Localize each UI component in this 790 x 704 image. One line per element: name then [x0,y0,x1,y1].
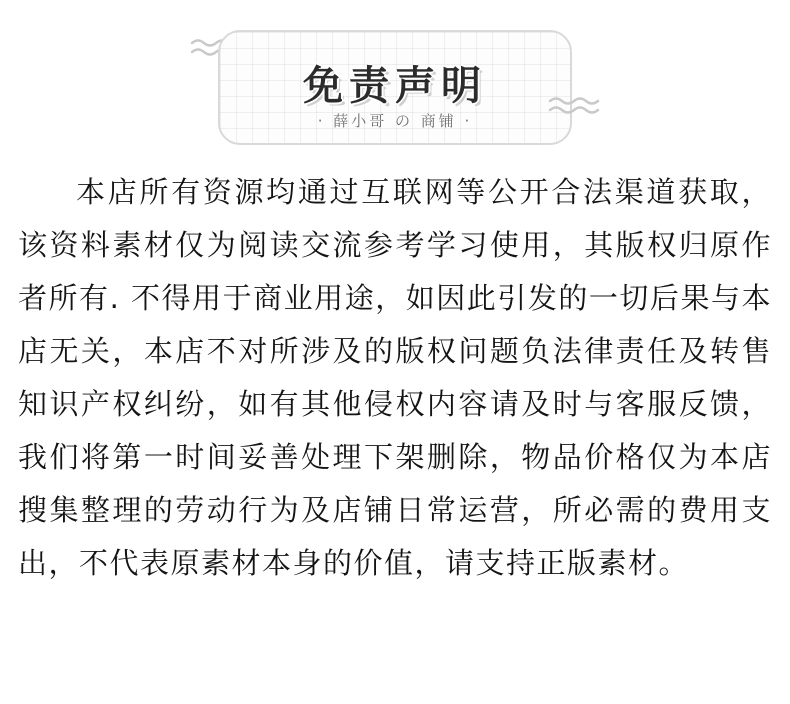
page-title: 免责声明 [303,63,487,109]
disclaimer-paragraph: 本店所有资源均通过互联网等公开合法渠道获取，该资料素材仅为阅读交流参考学习使用，其版权归原作者所有. 不得用于商业用途，如因此引发的一切后果与本店无关，本店不对所涉及的版权问题负法律责任及转售知识产权纠纷，如有其他侵权内容请及时与客服反馈，我们将第一时间妥善处理下架删除，物品价格仅为本店搜集整理的劳动行为及店铺日常运营，所必需的费用支出，不代表原素材本身的价值，请支持正版素材。 [18,175,772,580]
shop-subtitle: · 薛小哥 の 商铺 · [317,112,473,130]
header-section [0,0,790,160]
title-badge [218,30,572,145]
squiggle-right-icon [548,96,600,118]
